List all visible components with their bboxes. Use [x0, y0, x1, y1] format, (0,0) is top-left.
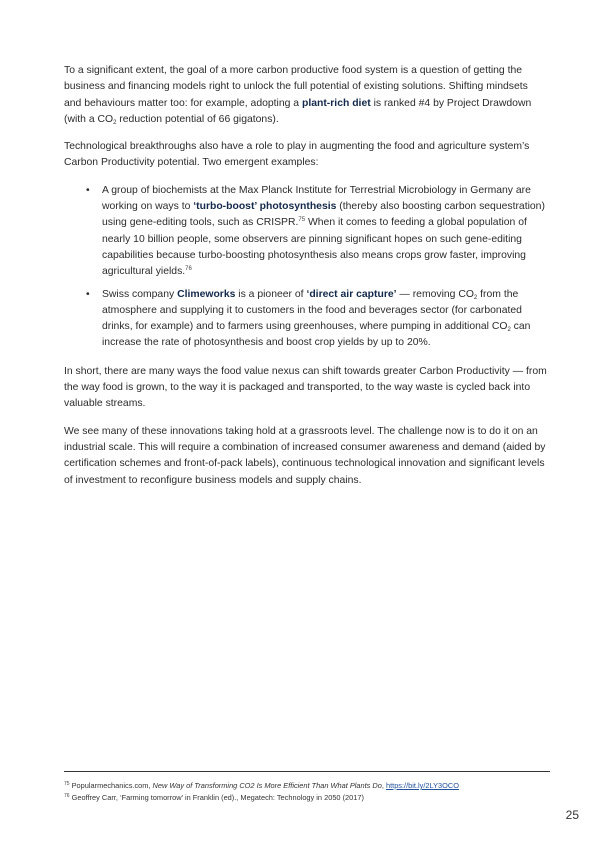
turbo-boost-emphasis: ‘turbo-boost’ photosynthesis: [193, 201, 337, 213]
footnote-76: [64, 792, 564, 804]
examples-list: [64, 183, 548, 352]
direct-air-capture-emphasis: ‘direct air capture’: [306, 288, 397, 300]
footnote-75: [64, 780, 564, 792]
page-number: 25: [565, 808, 579, 822]
bullet-icon: •: [86, 288, 90, 300]
paragraph-in-short: In short, there are many ways the food value nexus can shift towards greater Carbon Productivity — from the way food is grown, to the way it is packaged and transported, to the way waste is cycled back into valuable streams.: [64, 365, 547, 410]
item1-text-c: When it comes to feeding a global population of nearly 10 billion people, some observers are pinning significant hopes on such gene-editing capabilities because turbo-boosting photosynthesis also means crops grow faster, improving agricultural yields.: [102, 217, 527, 278]
climeworks-emphasis: Climeworks: [177, 288, 236, 300]
bullet-icon: •: [86, 184, 90, 196]
para1-text-a: To a significant extent, the goal of a more carbon productive food system is a question of getting the business and financing models right to unlock the full potential of existing solutions. Shifting mindsets and behaviours matter too: for example, adopting a: [64, 65, 528, 109]
footnotes: [64, 780, 564, 804]
co2-subscript: 2: [507, 327, 511, 334]
para1-text-c: reduction potential of 66 gigatons).: [116, 113, 279, 125]
item1-text-b: (thereby also boosting carbon sequestration) using gene-editing tools, such as CRISPR.: [102, 201, 545, 229]
paragraph-grassroots: We see many of these innovations taking hold at a grassroots level. The challenge now is to do it on an industrial scale. This will require a combination of increased consumer awareness and demand (aided by certification schemes and front-of-pack labels), continuous technological innovation and significant levels of investment to reconfigure business models and supply chains.: [64, 425, 546, 486]
footnote-76-text: Geoffrey Carr, ‘Farming tomorrow’ in Franklin (ed)., Megatech: Technology in 2050 (2017): [69, 793, 364, 802]
list-item-max-planck: [64, 183, 548, 281]
item2-text-b: is a pioneer of: [235, 288, 307, 300]
body-text: [64, 63, 548, 500]
paragraph-breakthroughs: Technological breakthroughs also have a role to play in augmenting the food and agriculture system’s Carbon Productivity potential. Two emergent examples:: [64, 141, 530, 169]
item2-text-c: — removing CO: [396, 288, 474, 300]
item2-text-a: Swiss company: [102, 288, 178, 300]
footnote-number: 75: [64, 781, 70, 787]
footnote-number: 76: [64, 793, 70, 799]
footnote-75-source: Popularmechanics.com,: [69, 781, 153, 790]
item2-text-e: can increase the rate of photosynthesis and boost crop yields by up to 20%.: [102, 321, 531, 349]
footnote-ref-75: 75: [298, 217, 306, 224]
footnote-75-article-title: New Way of Transforming CO2 Is More Efficient Than What Plants Do: [152, 781, 382, 790]
para1-text-b: is ranked #4 by Project Drawdown (with a CO: [64, 97, 532, 125]
co2-subscript: 2: [473, 294, 478, 301]
footnote-75-link[interactable]: https://bit.ly/2LY3OCO: [385, 781, 459, 790]
item2-text-d: from the atmosphere and supplying it to customers in the food and beverages sector (for carbonated drinks, for example) and to farmers using greenhouses, where pumping in additional CO: [102, 288, 522, 333]
paragraph-drawdown: [64, 63, 548, 128]
footnote-75-separator: ,: [381, 781, 386, 790]
item1-text-a: A group of biochemists at the Max Planck Institute for Terrestrial Microbiology in Germany are working on ways to: [102, 184, 531, 213]
footnote-ref-76: 76: [185, 266, 192, 273]
co2-subscript: 2: [113, 119, 117, 126]
plant-rich-diet-emphasis: plant-rich diet: [301, 97, 371, 109]
list-item-climeworks: [64, 287, 548, 352]
footnote-divider: [64, 771, 550, 772]
